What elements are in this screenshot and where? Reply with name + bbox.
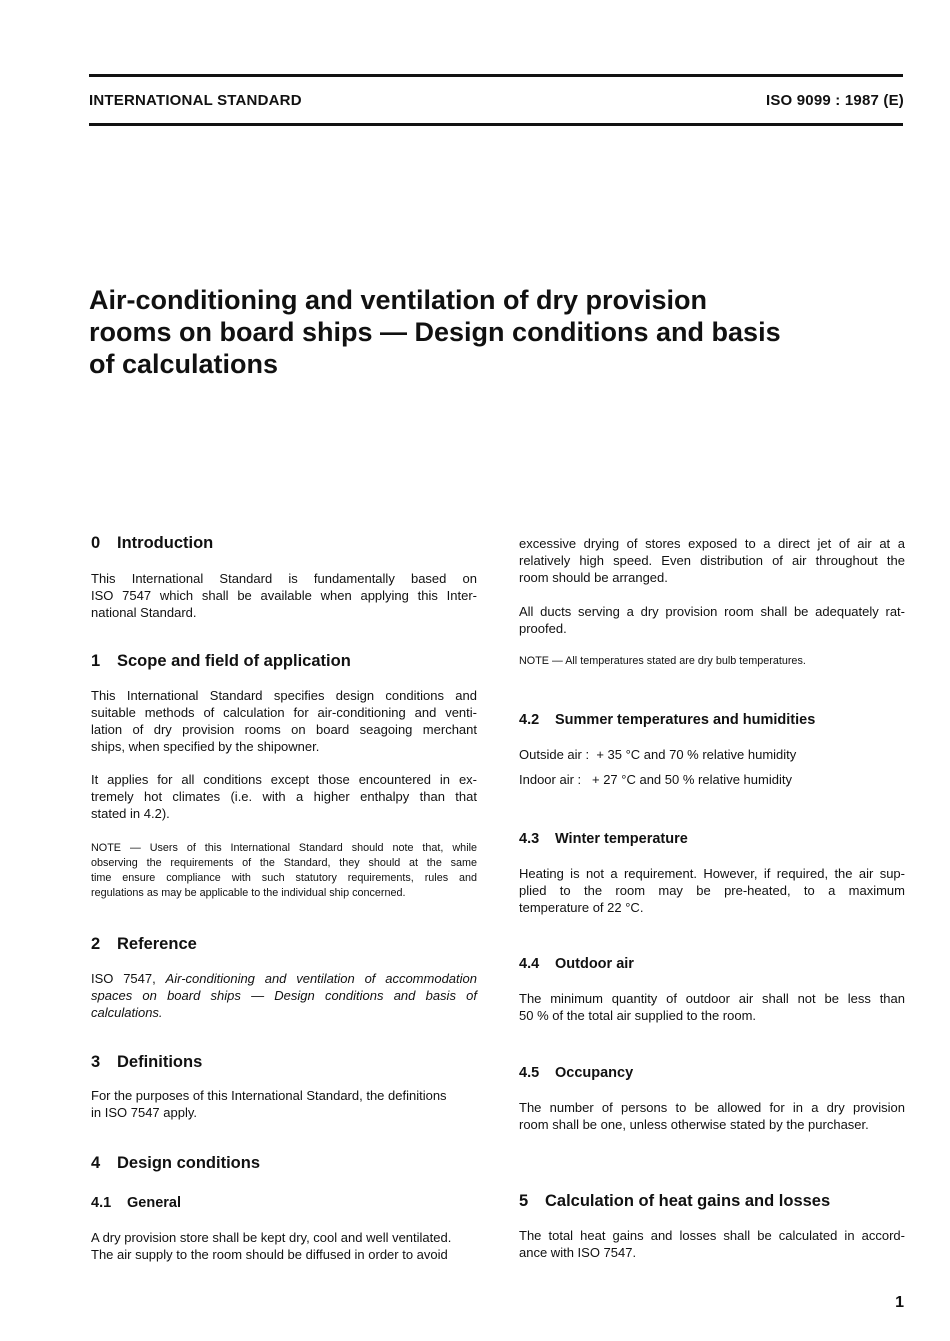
text-line: It applies for all conditions except those encountered in ex- (91, 772, 477, 787)
section-title: Winter temperature (555, 831, 688, 847)
text-line: room should be arranged. (519, 570, 668, 585)
reference-title: calculations. (91, 1005, 163, 1020)
condition-label: Indoor air : (519, 772, 582, 787)
reference-title: spaces on board ships — Design conditions and basis of (91, 988, 477, 1003)
section-4-3-heading (519, 831, 688, 847)
text-line: This International Standard specifies design conditions and (91, 688, 477, 703)
text-line: 50 % of the total air supplied to the room. (519, 1008, 757, 1023)
section-title: Occupancy (555, 1065, 634, 1081)
text-line: A dry provision store shall be kept dry, cool and well ventilated. (91, 1230, 452, 1245)
text-line: stated in 4.2). (91, 806, 170, 821)
text-line: time ensure compliance with such statutory requirements, rules and (91, 872, 477, 884)
calculation-paragraph (519, 1227, 905, 1261)
introduction-paragraph (91, 570, 477, 621)
scope-paragraph-2 (91, 771, 477, 822)
definitions-paragraph (91, 1087, 481, 1121)
text-line: proofed. (519, 621, 567, 636)
section-number: 3 (91, 1053, 101, 1071)
section-3-heading (91, 1053, 202, 1072)
text-line: NOTE — All temperatures stated are dry bulb temperatures. (519, 655, 806, 667)
section-title: Definitions (117, 1053, 203, 1071)
section-4-4-heading (519, 956, 634, 972)
section-number: 4.3 (519, 831, 540, 847)
section-title: General (127, 1195, 181, 1211)
text-line (519, 771, 905, 788)
text-line: This International Standard is fundamentally based on (91, 571, 477, 586)
occupancy-paragraph (519, 1099, 905, 1133)
text-line: For the purposes of this International Standard, the definitions (91, 1088, 447, 1103)
condition-label: Outside air : (519, 747, 590, 762)
text-line (519, 746, 905, 763)
section-4-5-heading (519, 1065, 633, 1081)
section-4-2-heading (519, 712, 815, 728)
general-paragraph-continued (519, 535, 905, 586)
ducts-paragraph (519, 603, 905, 637)
section-title: Introduction (117, 534, 214, 552)
section-4-1-heading (91, 1195, 181, 1211)
reference-paragraph (91, 970, 477, 1021)
page-number: 1 (895, 1294, 904, 1311)
title-line: of calculations (89, 349, 279, 379)
section-4-heading (91, 1154, 260, 1173)
header-bottom-rule (89, 123, 903, 126)
text-line: temperature of 22 °C. (519, 900, 644, 915)
text-line: The total heat gains and losses shall be calculated in accord- (519, 1228, 905, 1243)
text-line: All ducts serving a dry provision room shall be adequately rat- (519, 604, 905, 619)
section-number: 4.4 (519, 956, 540, 972)
temperature-note (519, 654, 905, 669)
section-number: 4.5 (519, 1065, 540, 1081)
outdoor-air-paragraph (519, 990, 905, 1024)
text-line: national Standard. (91, 605, 197, 620)
text-line: ISO 7547 which shall be available when applying this Inter- (91, 588, 477, 603)
section-number: 4.2 (519, 712, 540, 728)
scope-note (91, 841, 477, 901)
text-line: in ISO 7547 apply. (91, 1105, 197, 1120)
title-line: rooms on board ships — Design conditions and basis (89, 317, 781, 347)
outside-air-condition (519, 746, 905, 763)
section-title: Calculation of heat gains and losses (545, 1192, 831, 1210)
section-title: Outdoor air (555, 956, 634, 972)
section-number: 4.1 (91, 1195, 112, 1211)
reference-id: ISO 7547, (91, 971, 166, 986)
standard-number: ISO 9099 : 1987 (E) (765, 92, 904, 109)
text-line: excessive drying of stores exposed to a direct jet of air at a (519, 536, 905, 551)
document-title (89, 284, 889, 380)
document-type-label: INTERNATIONAL STANDARD (89, 92, 302, 109)
section-title: Scope and field of application (117, 652, 351, 670)
section-2-heading (91, 935, 197, 954)
text-line: The number of persons to be allowed for in a dry provision (519, 1100, 905, 1115)
section-number: 2 (91, 935, 101, 953)
title-line: Air-conditioning and ventilation of dry provision (89, 285, 707, 315)
text-line: suitable methods of calculation for air-conditioning and venti- (91, 705, 477, 720)
section-title: Summer temperatures and humidities (555, 712, 816, 728)
text-line: relatively high speed. Even distribution of air throughout the (519, 553, 905, 568)
condition-value: + 35 °C and 70 % relative humidity (596, 747, 797, 762)
text-line: NOTE — Users of this International Standard should note that, while (91, 842, 477, 854)
condition-value: + 27 °C and 50 % relative humidity (592, 772, 792, 787)
section-number: 1 (91, 652, 101, 670)
section-title: Design conditions (117, 1154, 261, 1172)
text-line: plied to the room may be pre-heated, to a maximum (519, 883, 905, 898)
section-title: Reference (117, 935, 197, 953)
scope-paragraph-1 (91, 687, 477, 755)
section-number: 4 (91, 1154, 101, 1172)
general-paragraph (91, 1229, 479, 1263)
text-line: The air supply to the room should be diffused in order to avoid (91, 1247, 448, 1262)
text-line: tremely hot climates (i.e. with a higher enthalpy than that (91, 789, 477, 804)
text-line: ships, when specified by the shipowner. (91, 739, 320, 754)
winter-paragraph (519, 865, 905, 916)
text-line: regulations as may be applicable to the individual ship concerned. (91, 887, 406, 899)
text-line: ance with ISO 7547. (519, 1245, 637, 1260)
section-1-heading (91, 652, 351, 671)
text-line (91, 970, 477, 987)
text-line: observing the requirements of the Standard, they should at the same (91, 857, 477, 869)
section-0-heading (91, 534, 213, 553)
header-top-rule (89, 74, 903, 77)
text-line: room shall be one, unless otherwise stated by the purchaser. (519, 1117, 869, 1132)
section-number: 0 (91, 534, 101, 552)
section-5-heading (519, 1192, 830, 1211)
text-line: lation of dry provision rooms on board seagoing merchant (91, 722, 477, 737)
text-line: The minimum quantity of outdoor air shall not be less than (519, 991, 905, 1006)
text-line: Heating is not a requirement. However, if required, the air sup- (519, 866, 905, 881)
indoor-air-condition (519, 771, 905, 788)
reference-title: Air-conditioning and ventilation of accommodation (165, 971, 477, 986)
section-number: 5 (519, 1192, 529, 1210)
